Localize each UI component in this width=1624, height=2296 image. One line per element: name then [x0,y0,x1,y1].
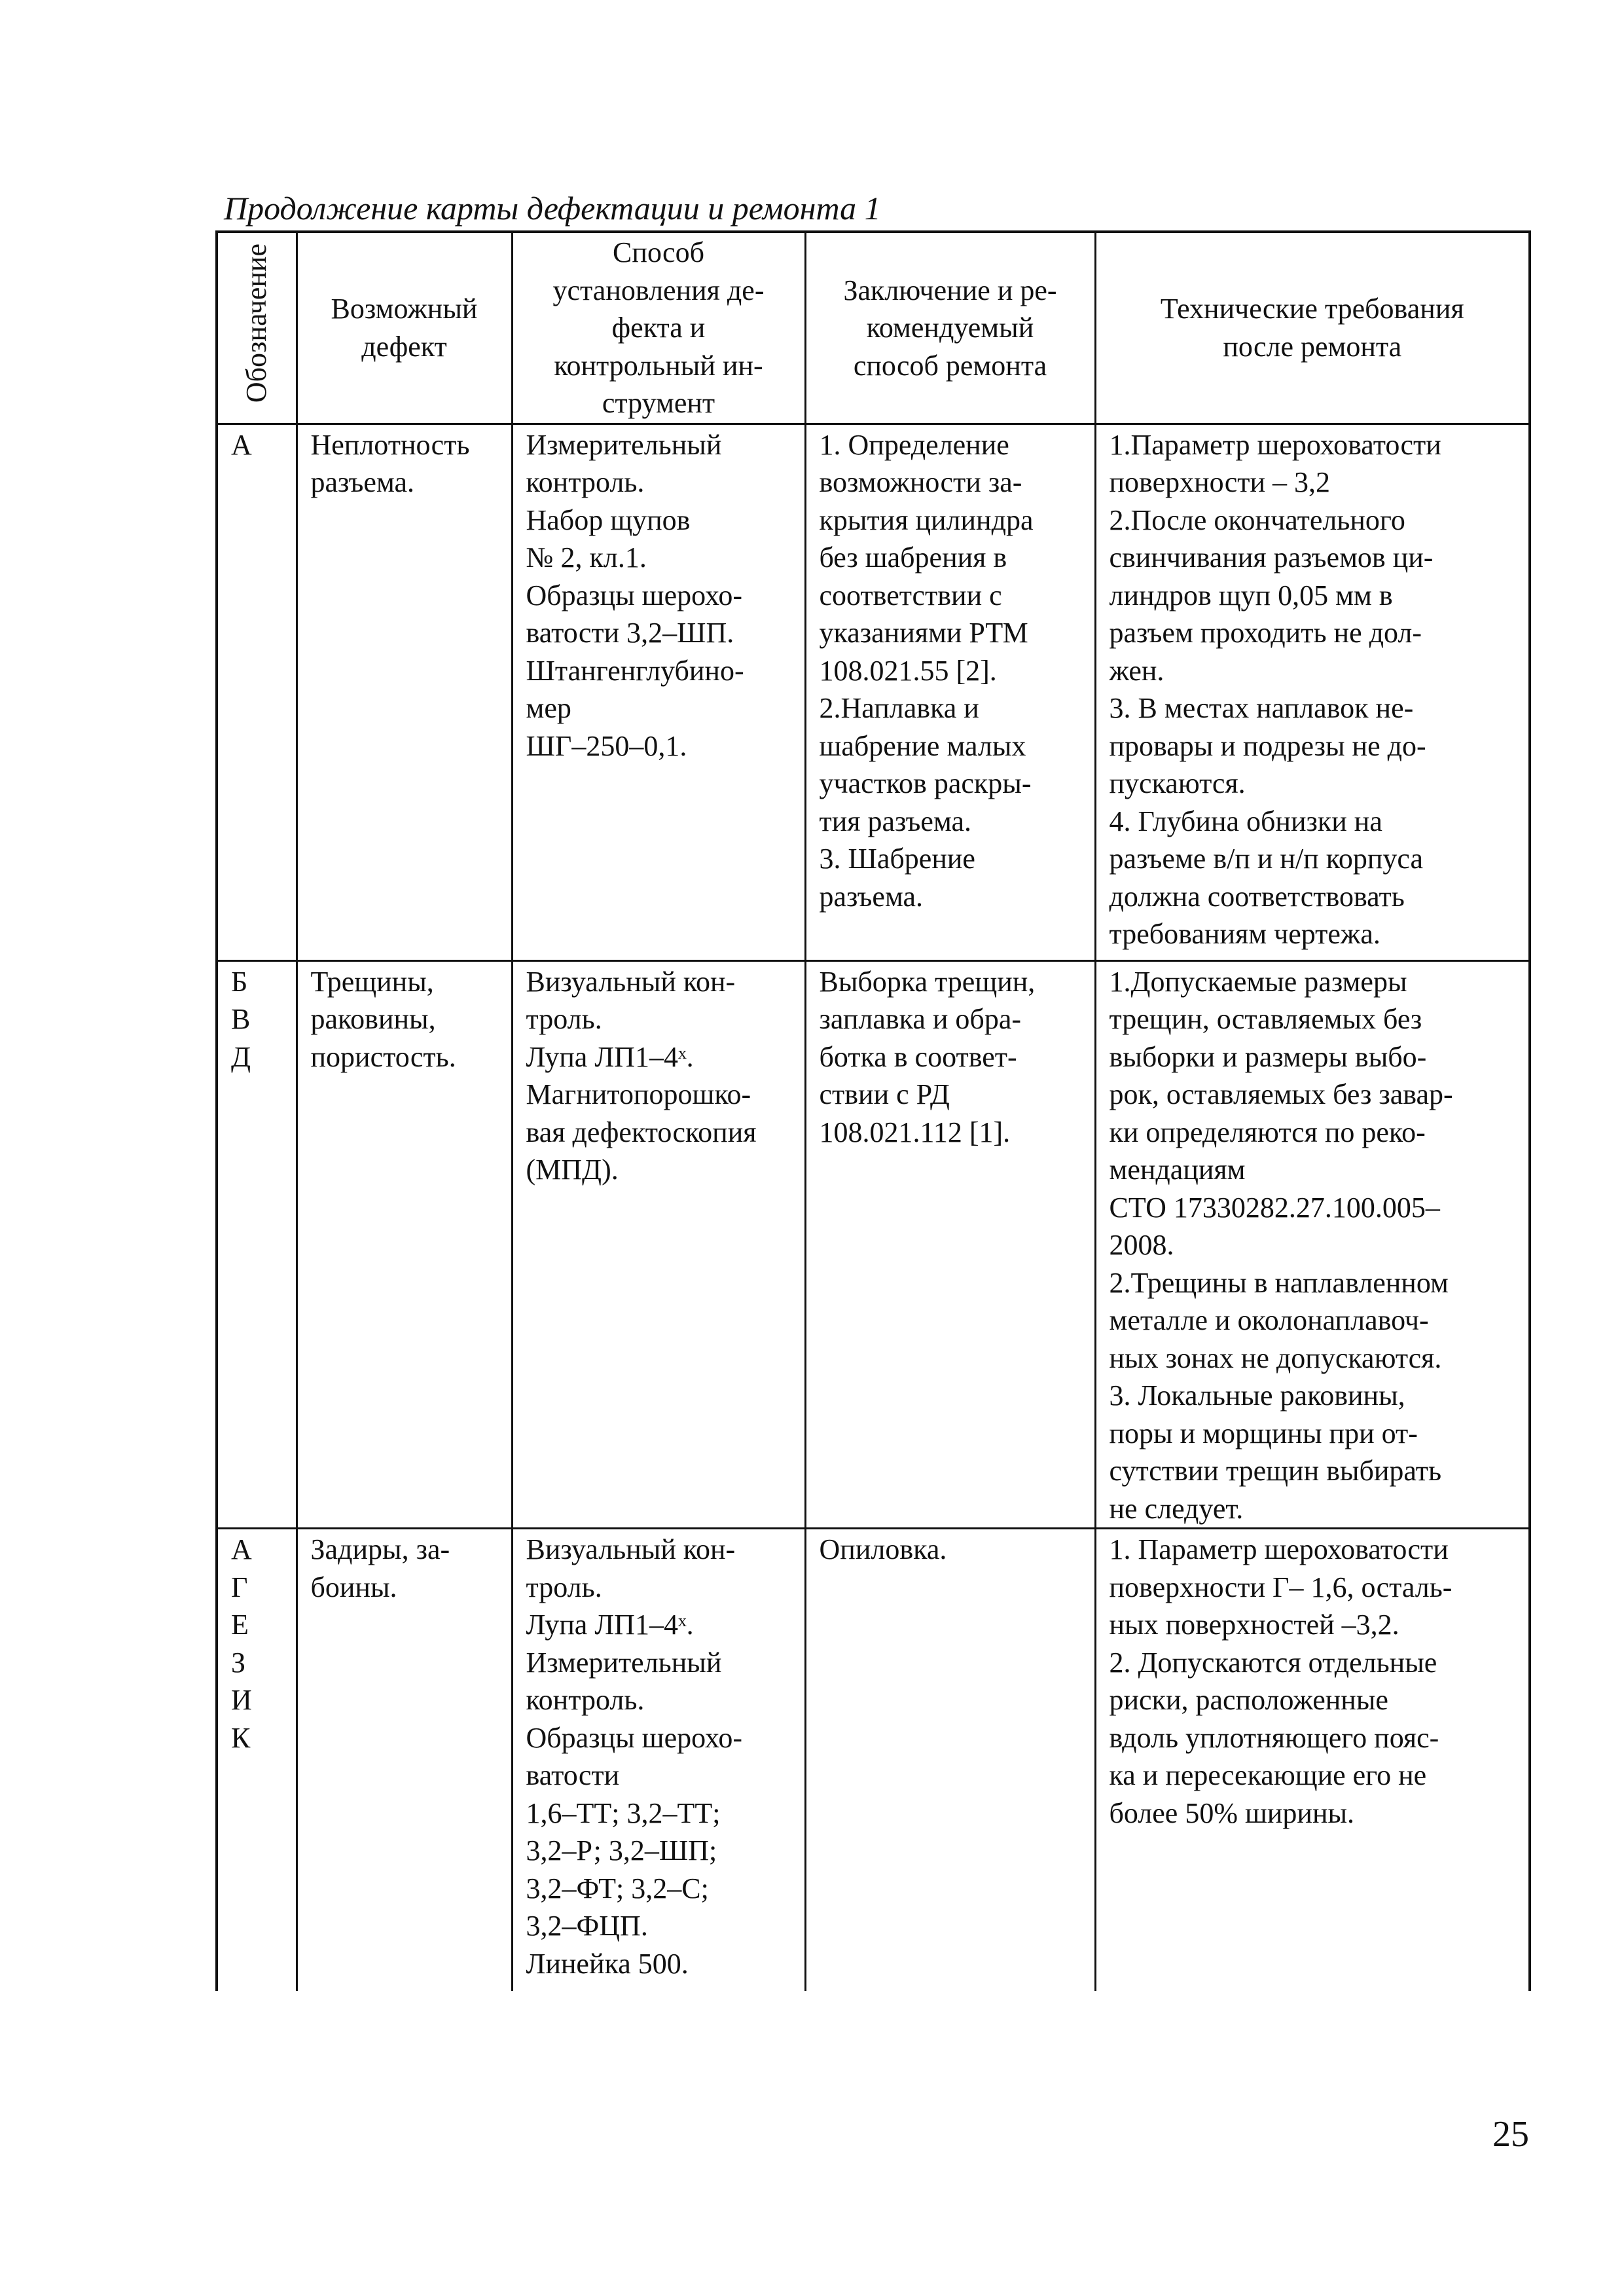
cell-method [512,960,805,1529]
page-number: 25 [1492,2114,1529,2155]
header-conclusion [805,232,1095,424]
cell-method [512,1529,805,1991]
cell-defect [297,960,512,1529]
cell-designation [217,960,297,1529]
header-requirements [1095,232,1530,424]
header-defect-label: Возможный дефект [331,293,478,363]
cell-conclusion [805,960,1095,1529]
requirements-text: 1. Параметр шероховатости поверхности Г– 1,6, осталь- ных поверхностей –3,2. 2. Допускаются отдельные риски, расположенные вдоль уплотняющего пояс- ка и пересекающие его не более 50% ширины. [1109,1533,1453,1829]
cell-conclusion [805,424,1095,960]
defect-text: Неплотность разъема. [310,428,470,498]
cell-requirements [1095,960,1530,1529]
conclusion-text: 1. Определение возможности за- крытия цилиндра без шабрения в соответствии с указаниями РТМ 108.021.55 [2]. 2.Наплавка и шабрение малых участков раскры- тия разъема. 3. Шабрение разъема. [819,428,1034,913]
requirements-text: 1.Параметр шероховатости поверхности – 3,2 2.После окончательного свинчивания разъемов ци- линдров щуп 0,05 мм в разъем проходить не дол- жен. 3. В местах наплавок не- провары и подрезы не до- пускаются. 4. Глубина обнизки на разъеме в/п и н/п корпуса должна соответствовать требованиям чертежа. [1109,428,1441,950]
table-row [217,1529,1530,1991]
designation-text: Б В Д [231,965,251,1073]
header-defect [297,232,512,424]
cell-defect [297,424,512,960]
method-text: Измерительный контроль. Набор щупов № 2, кл.1. Образцы шерохо- ватости 3,2–ШП. Штангенглубино- мер ШГ–250–0,1. [526,428,744,762]
cell-requirements [1095,1529,1530,1991]
cell-conclusion [805,1529,1095,1991]
header-method [512,232,805,424]
designation-text: А [231,428,252,461]
header-designation-label: Обозначение [240,243,273,403]
defect-text: Трещины, раковины, пористость. [310,965,456,1073]
method-text: Визуальный кон- троль. Лупа ЛП1–4ˣ. Измерительный контроль. Образцы шерохо- ватости 1,6–ТТ; 3,2–ТТ; 3,2–Р; 3,2–ШП; 3,2–ФТ; 3,2–С; 3,2–ФЦП. Линейка 500. [526,1533,742,1980]
defect-text: Задиры, за- боины. [310,1533,450,1603]
cell-requirements [1095,424,1530,960]
designation-text: А Г Е З И К [231,1533,252,1754]
requirements-text: 1.Допускаемые размеры трещин, оставляемых без выборки и размеры выбо- рок, оставляемых без завар- ки определяются по реко- мендациям СТО 17330282.27.100.005– 2008. 2.Трещины в наплавленном металле и околонаплавоч- ных зонах не допускаются. 3. Локальные раковины, поры и морщины при от- сутствии трещин выбирать не следует. [1109,965,1453,1525]
header-requirements-label: Технические требования после ремонта [1160,293,1464,363]
header-conclusion-label: Заключение и ре- комендуемый способ ремонта [843,274,1057,382]
cell-method [512,424,805,960]
cell-designation [217,424,297,960]
table-row [217,960,1530,1529]
defect-repair-table [215,230,1531,1991]
header-designation [217,232,297,424]
table-row [217,424,1530,960]
header-method-label: Способ установления де- фекта и контрольный ин- струмент [552,236,765,419]
cell-defect [297,1529,512,1991]
table-header-row [217,232,1530,424]
table-caption: Продолжение карты дефектации и ремонта 1 [224,190,881,227]
cell-designation [217,1529,297,1991]
method-text: Визуальный кон- троль. Лупа ЛП1–4ˣ. Магнитопорошко- вая дефектоскопия (МПД). [526,965,757,1186]
conclusion-text: Выборка трещин, заплавка и обра- ботка в соответ- ствии с РД 108.021.112 [1]. [819,965,1036,1148]
conclusion-text: Опиловка. [819,1533,947,1565]
